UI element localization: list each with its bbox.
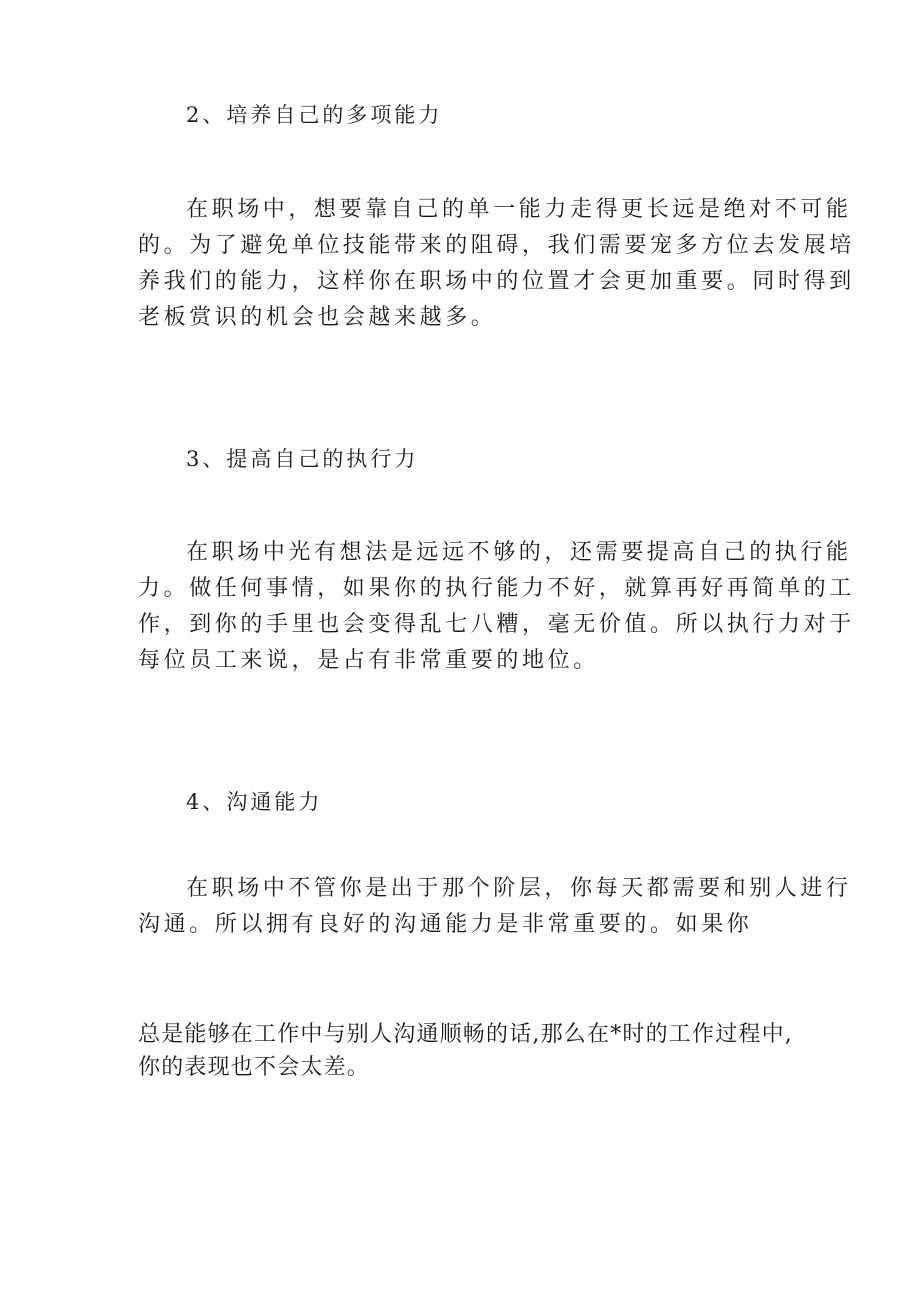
paragraph-line: 在职场中光有想法是远远不够的，还需要提高自己的执行能 (186, 540, 852, 565)
continuation-paragraph (138, 1018, 798, 1084)
paragraph-line: 沟通。所以拥有良好的沟通能力是非常重要的。如果你 (138, 912, 753, 937)
paragraph-line: 作，到你的手里也会变得乱七八糟，毫无价值。所以执行力对于 (138, 612, 855, 637)
section-heading: 3、提高自己的执行力 (186, 447, 419, 471)
paragraph-line: 的。为了避免单位技能带来的阻碍，我们需要宠多方位去发展培 (138, 233, 855, 258)
section-heading: 2、培养自己的多项能力 (186, 103, 443, 127)
paragraph-line: 在职场中，想要靠自己的单一能力走得更长远是绝对不可能 (186, 197, 852, 222)
paragraph-line: 老板赏识的机会也会越来越多。 (138, 305, 497, 330)
section-paragraph (138, 535, 855, 679)
paragraph-line: 养我们的能力，这样你在职场中的位置才会更加重要。同时得到 (138, 269, 855, 294)
section-heading: 4、沟通能力 (186, 790, 323, 814)
paragraph-line: 你的表现也不会太差。 (138, 1055, 371, 1080)
paragraph-line: 总是能够在工作中与别人沟通顺畅的话,那么在*时的工作过程中, (138, 1022, 793, 1047)
paragraph-line: 力。做任何事情，如果你的执行能力不好，就算再好再简单的工 (138, 576, 855, 601)
section-paragraph (138, 192, 855, 336)
paragraph-line: 每位员工来说，是占有非常重要的地位。 (138, 648, 599, 673)
section-paragraph (138, 871, 852, 943)
paragraph-line: 在职场中不管你是出于那个阶层，你每天都需要和别人进行 (186, 876, 852, 901)
